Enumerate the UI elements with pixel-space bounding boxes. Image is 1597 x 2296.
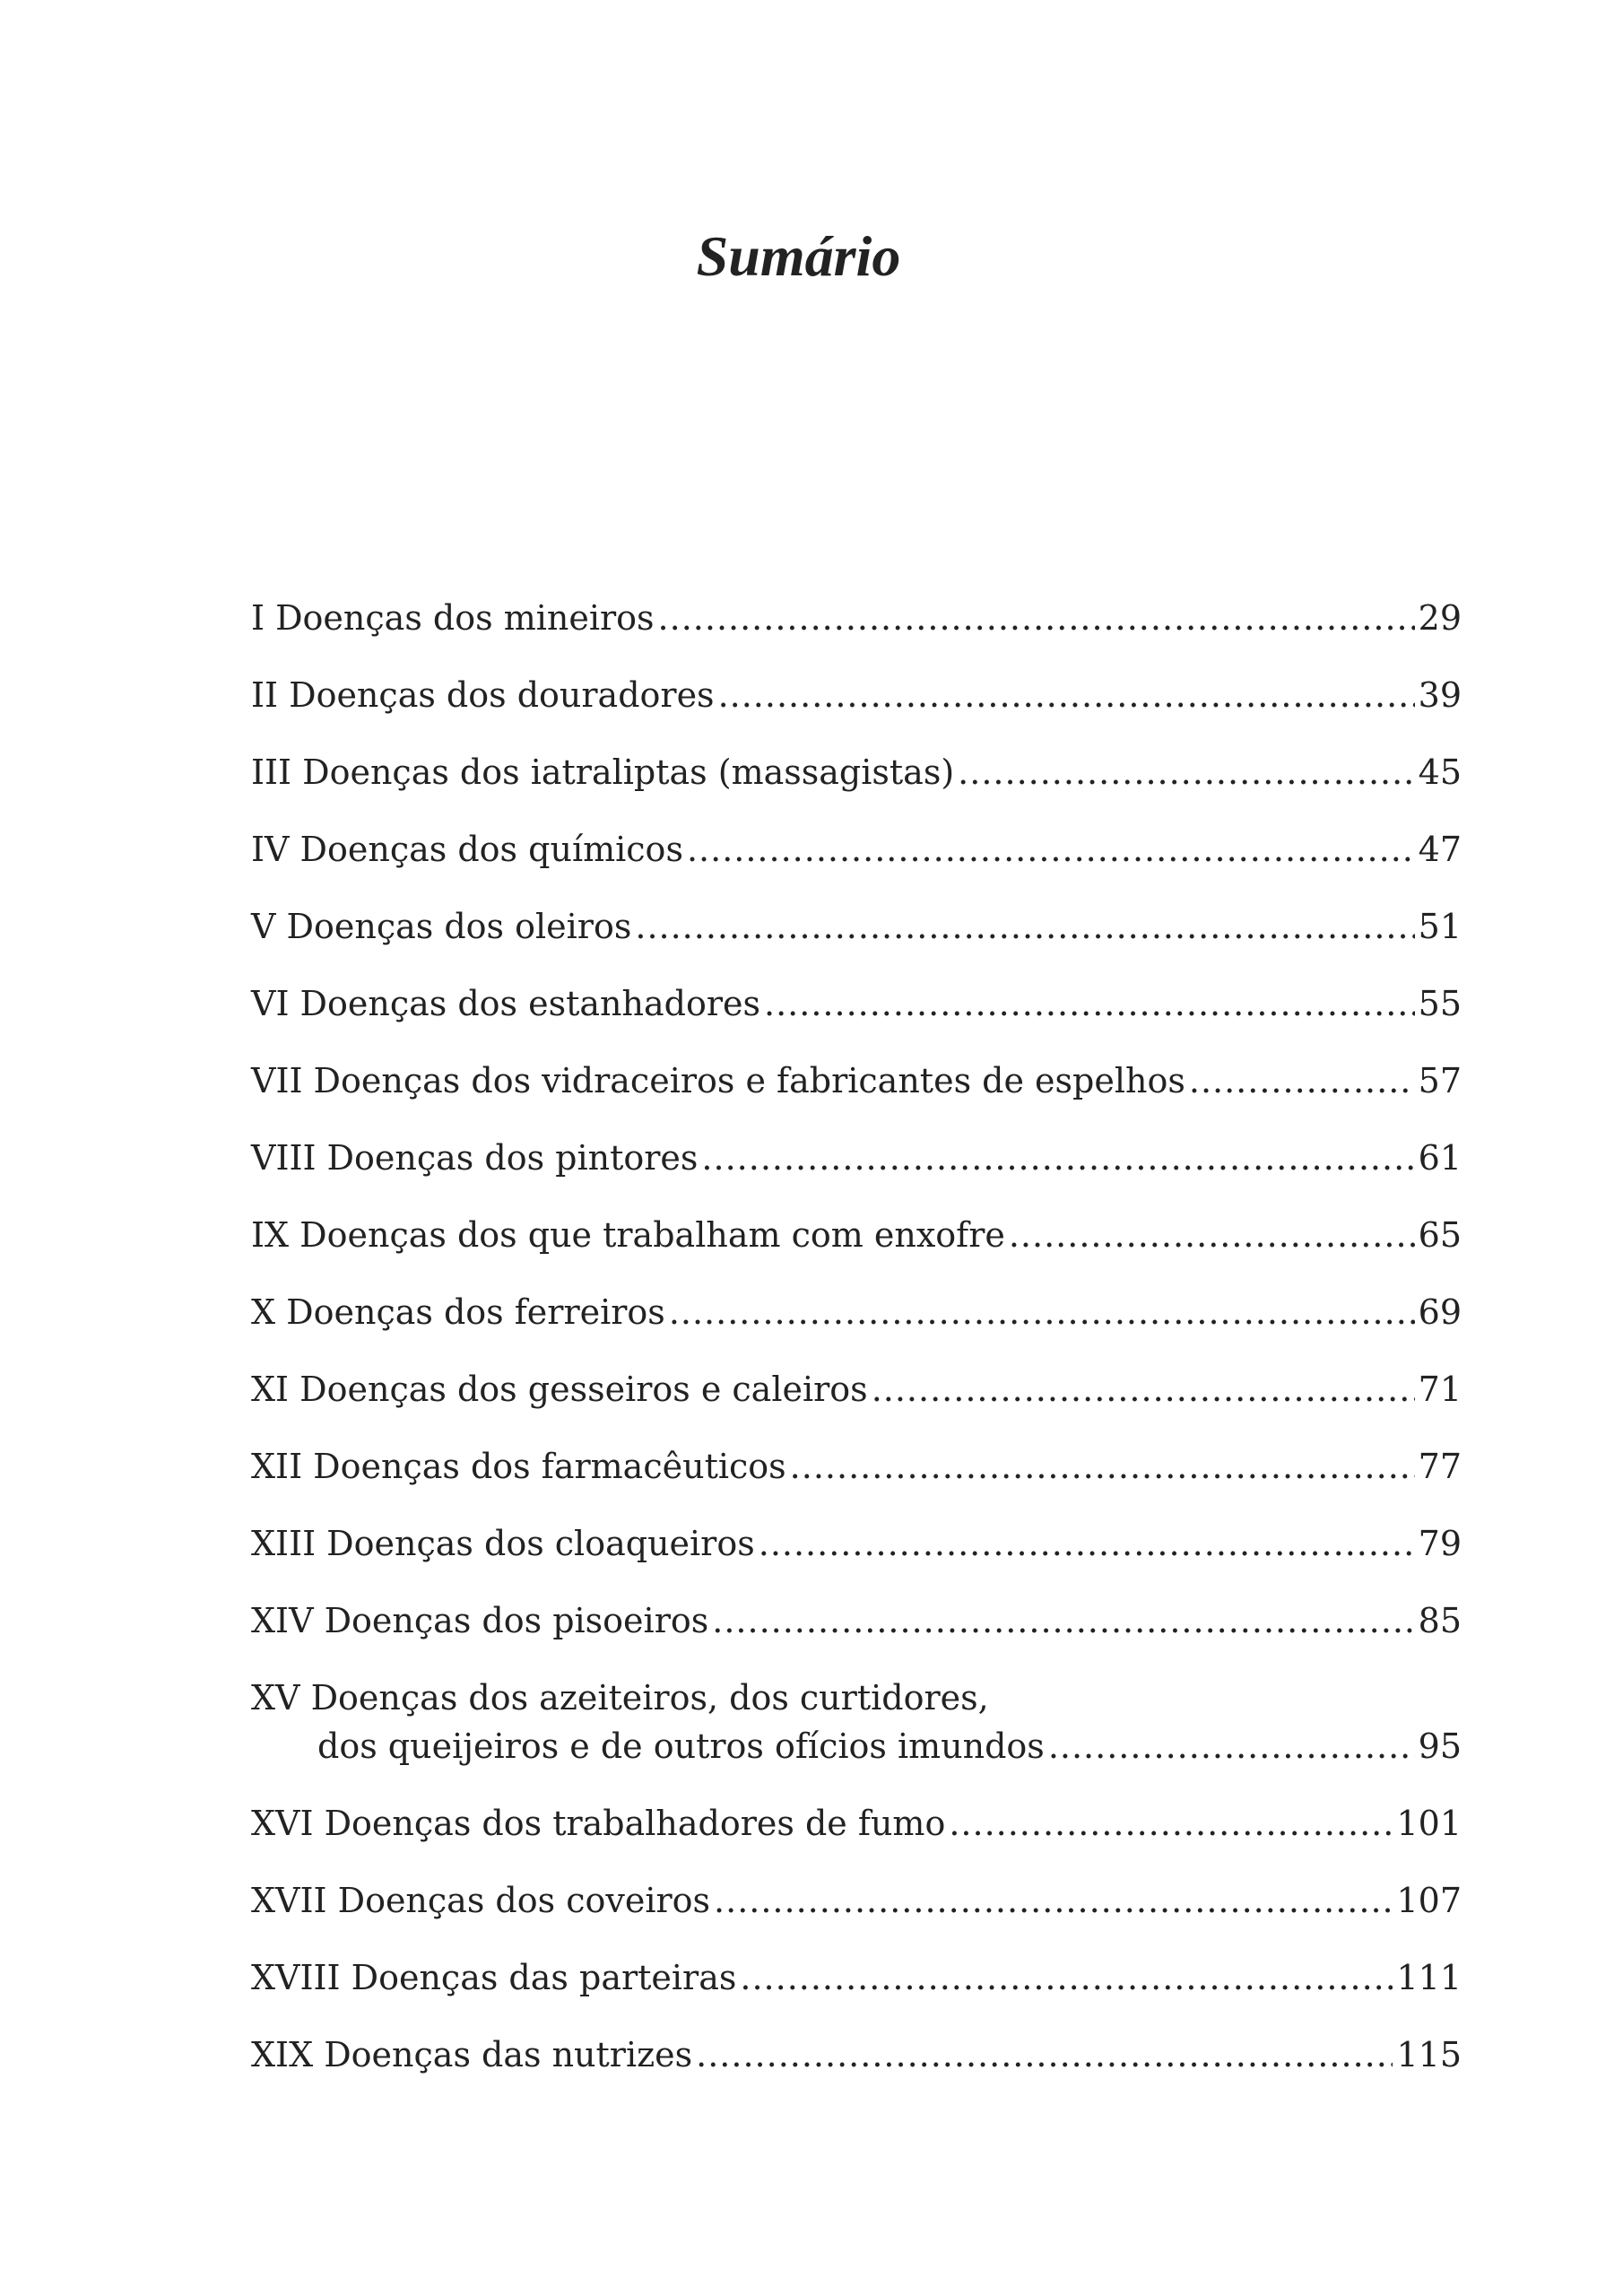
toc-entry-page-number: 101 xyxy=(1396,1804,1462,1843)
toc-entry-9[interactable] xyxy=(251,1211,1462,1259)
toc-entry-page-number: 51 xyxy=(1418,907,1462,946)
toc-entry-3[interactable] xyxy=(251,748,1462,796)
dot-leader xyxy=(658,594,1415,642)
toc-entry-page-number: 85 xyxy=(1418,1601,1462,1640)
toc-entry-title: XIX Doenças das nutrizes xyxy=(251,2035,693,2074)
toc-entry-title-line-1: XV Doenças dos azeiteiros, dos curtidores, xyxy=(251,1678,989,1718)
toc-entry-title: XVIII Doenças das parteiras xyxy=(251,1958,737,1997)
toc-entry-page-number: 111 xyxy=(1396,1958,1462,1997)
toc-entry-page-number: 77 xyxy=(1418,1447,1462,1486)
toc-entry-8[interactable] xyxy=(251,1134,1462,1182)
toc-entry-6[interactable] xyxy=(251,979,1462,1028)
toc-entry-title: XIV Doenças dos pisoeiros xyxy=(251,1601,709,1640)
toc-entry-page-number: 47 xyxy=(1418,830,1462,869)
toc-entry-title: XI Doenças dos gesseiros e caleiros xyxy=(251,1370,868,1409)
toc-entry-title: II Doenças dos douradores xyxy=(251,675,715,715)
dot-leader xyxy=(714,1876,1393,1925)
toc-entry-14[interactable] xyxy=(251,1596,1462,1645)
toc-entry-page-number: 55 xyxy=(1418,984,1462,1023)
toc-entry-page-number: 79 xyxy=(1418,1524,1462,1563)
dot-leader xyxy=(958,748,1414,796)
dot-leader xyxy=(949,1799,1393,1848)
toc-entry-title: III Doenças dos iatraliptas (massagistas) xyxy=(251,752,955,792)
toc-entry-5[interactable] xyxy=(251,902,1462,951)
dot-leader xyxy=(790,1442,1415,1491)
dot-leader xyxy=(1009,1211,1415,1259)
dot-leader xyxy=(764,979,1415,1028)
toc-entry-10[interactable] xyxy=(251,1288,1462,1336)
toc-entry-page-number: 45 xyxy=(1418,752,1462,792)
table-of-contents xyxy=(251,594,1462,2108)
toc-entry-13[interactable] xyxy=(251,1519,1462,1568)
toc-entry-19[interactable] xyxy=(251,2031,1462,2079)
toc-entry-11[interactable] xyxy=(251,1365,1462,1413)
toc-entry-16[interactable] xyxy=(251,1799,1462,1848)
toc-entry-15[interactable] xyxy=(251,1674,1462,1770)
dot-leader xyxy=(759,1519,1415,1568)
dot-leader xyxy=(687,825,1415,874)
toc-entry-page-number: 29 xyxy=(1418,598,1462,638)
toc-entry-page-number: 95 xyxy=(1418,1726,1462,1766)
dot-leader xyxy=(1189,1057,1415,1105)
toc-entry-title: XVI Doenças dos trabalhadores de fumo xyxy=(251,1804,946,1843)
toc-entry-page-number: 61 xyxy=(1418,1138,1462,1178)
toc-entry-1[interactable] xyxy=(251,594,1462,642)
dot-leader xyxy=(740,1953,1393,2002)
toc-entry-title: IV Doenças dos químicos xyxy=(251,830,683,869)
toc-entry-page-number: 115 xyxy=(1396,2035,1462,2074)
toc-entry-18[interactable] xyxy=(251,1953,1462,2002)
dot-leader xyxy=(635,902,1414,951)
toc-entry-12[interactable] xyxy=(251,1442,1462,1491)
dot-leader xyxy=(718,671,1415,719)
dot-leader xyxy=(1048,1722,1415,1770)
dot-leader xyxy=(701,1134,1414,1182)
toc-entry-title: VI Doenças dos estanhadores xyxy=(251,984,761,1023)
toc-entry-7[interactable] xyxy=(251,1057,1462,1105)
toc-entry-title: I Doenças dos mineiros xyxy=(251,598,655,638)
toc-entry-title: X Doenças dos ferreiros xyxy=(251,1292,665,1332)
toc-entry-title: V Doenças dos oleiros xyxy=(251,907,632,946)
dot-leader xyxy=(696,2031,1393,2079)
toc-entry-title: XII Doenças dos farmacêuticos xyxy=(251,1447,786,1486)
toc-entry-4[interactable] xyxy=(251,825,1462,874)
page-title: Sumário xyxy=(696,223,901,288)
toc-entry-title-line-2: dos queijeiros e de outros ofícios imundos xyxy=(317,1726,1045,1766)
toc-entry-title: XIII Doenças dos cloaqueiros xyxy=(251,1524,755,1563)
dot-leader xyxy=(872,1365,1415,1413)
toc-entry-2[interactable] xyxy=(251,671,1462,719)
toc-entry-page-number: 65 xyxy=(1418,1215,1462,1255)
dot-leader xyxy=(669,1288,1415,1336)
toc-entry-title: XVII Doenças dos coveiros xyxy=(251,1881,711,1920)
toc-entry-title: VII Doenças dos vidraceiros e fabricantes de espelhos xyxy=(251,1061,1185,1100)
toc-entry-page-number: 69 xyxy=(1418,1292,1462,1332)
toc-entry-page-number: 107 xyxy=(1396,1881,1462,1920)
toc-entry-page-number: 57 xyxy=(1418,1061,1462,1100)
toc-entry-title: VIII Doenças dos pintores xyxy=(251,1138,699,1178)
toc-entry-page-number: 71 xyxy=(1418,1370,1462,1409)
toc-entry-title: IX Doenças dos que trabalham com enxofre xyxy=(251,1215,1005,1255)
dot-leader xyxy=(712,1596,1414,1645)
toc-entry-page-number: 39 xyxy=(1418,675,1462,715)
toc-entry-17[interactable] xyxy=(251,1876,1462,1925)
